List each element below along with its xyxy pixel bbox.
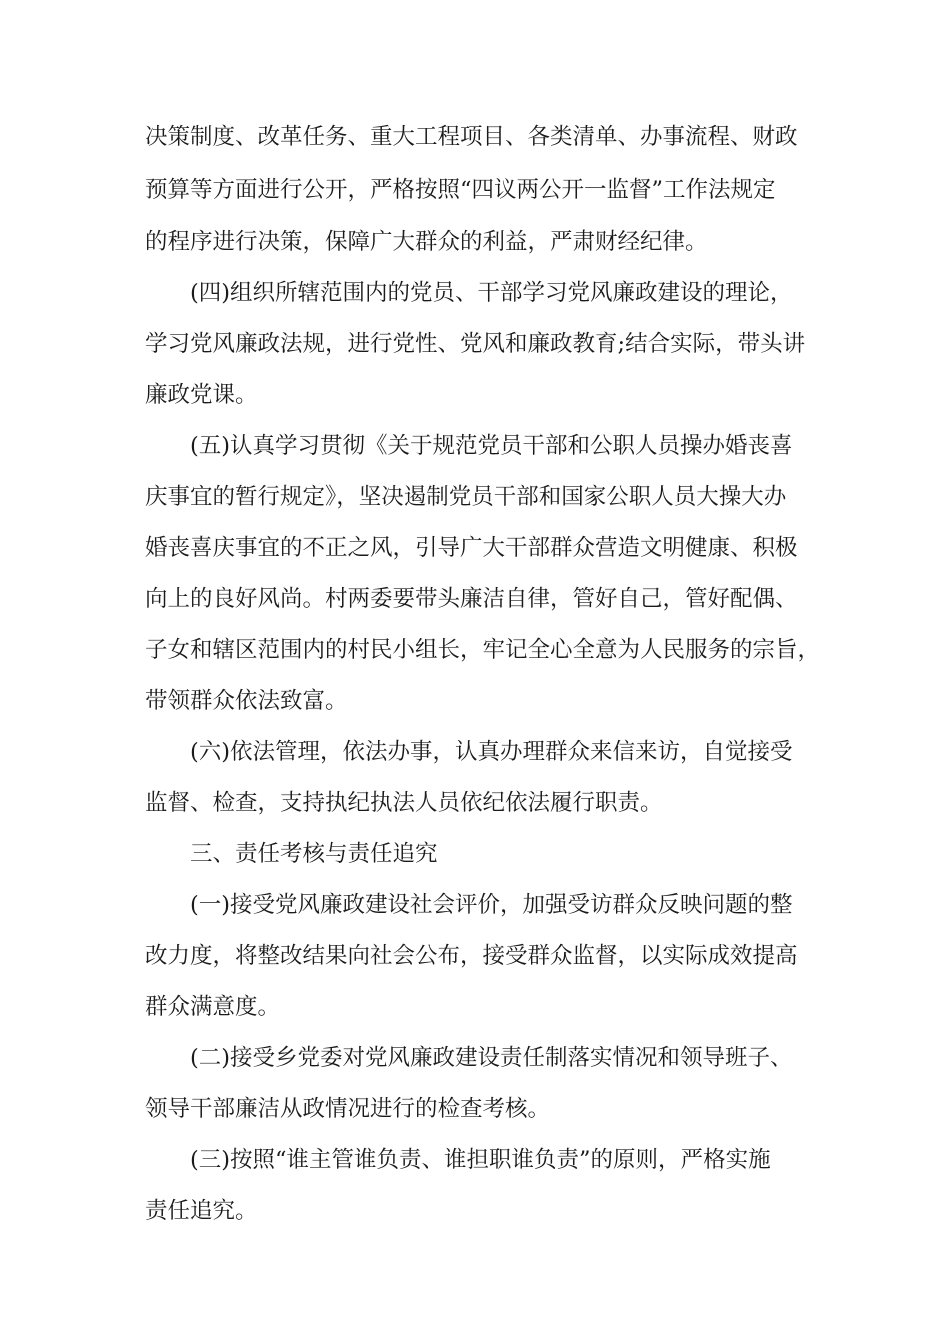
section-3-item-3-line: (三)按照“谁主管谁负责、谁担职谁负责”的原则，严格实施 xyxy=(190,1147,771,1173)
text-line: 改力度，将整改结果向社会公布，接受群众监督，以实际成效提高 xyxy=(145,943,798,969)
paragraph-6-heading-line: (六)依法管理，依法办事，认真办理群众来信来访，自觉接受 xyxy=(190,739,793,765)
text-line: 庆事宜的暂行规定》，坚决遏制党员干部和国家公职人员大操大办 xyxy=(145,484,787,510)
text-line: 带领群众依法致富。 xyxy=(145,688,348,714)
text-line: 向上的良好风尚。村两委要带头廉洁自律，管好自己，管好配偶、 xyxy=(145,586,798,612)
text-line: 领导干部廉洁从政情况进行的检查考核。 xyxy=(145,1096,551,1122)
paragraph-5-heading-line: (五)认真学习贯彻《关于规范党员干部和公职人员操办婚丧喜 xyxy=(190,433,793,459)
text-line: 责任追究。 xyxy=(145,1198,258,1224)
text-line: 学习党风廉政法规，进行党性、党风和廉政教育;结合实际，带头讲 xyxy=(145,331,806,357)
text-line: 监督、检查，支持执纪执法人员依纪依法履行职责。 xyxy=(145,790,663,816)
section-3-item-2-line: (二)接受乡党委对党风廉政建设责任制落实情况和领导班子、 xyxy=(190,1045,793,1071)
section-3-item-1-line: (一)接受党风廉政建设社会评价，加强受访群众反映问题的整 xyxy=(190,892,793,918)
text-line: 婚丧喜庆事宜的不正之风，引导广大干部群众营造文明健康、积极 xyxy=(145,535,798,561)
text-line: 廉政党课。 xyxy=(145,382,258,408)
text-line: 群众满意度。 xyxy=(145,994,281,1020)
text-line: 的程序进行决策，保障广大群众的利益，严肃财经纪律。 xyxy=(145,229,708,255)
section-3-heading: 三、责任考核与责任追究 xyxy=(190,841,438,867)
text-line: 子女和辖区范围内的村民小组长，牢记全心全意为人民服务的宗旨， xyxy=(145,637,821,663)
text-line: 预算等方面进行公开，严格按照“四议两公开一监督”工作法规定 xyxy=(145,177,776,203)
paragraph-4-heading-line: (四)组织所辖范围内的党员、干部学习党风廉政建设的理论， xyxy=(190,280,793,306)
text-line: 决策制度、改革任务、重大工程项目、各类清单、办事流程、财政 xyxy=(145,124,798,150)
